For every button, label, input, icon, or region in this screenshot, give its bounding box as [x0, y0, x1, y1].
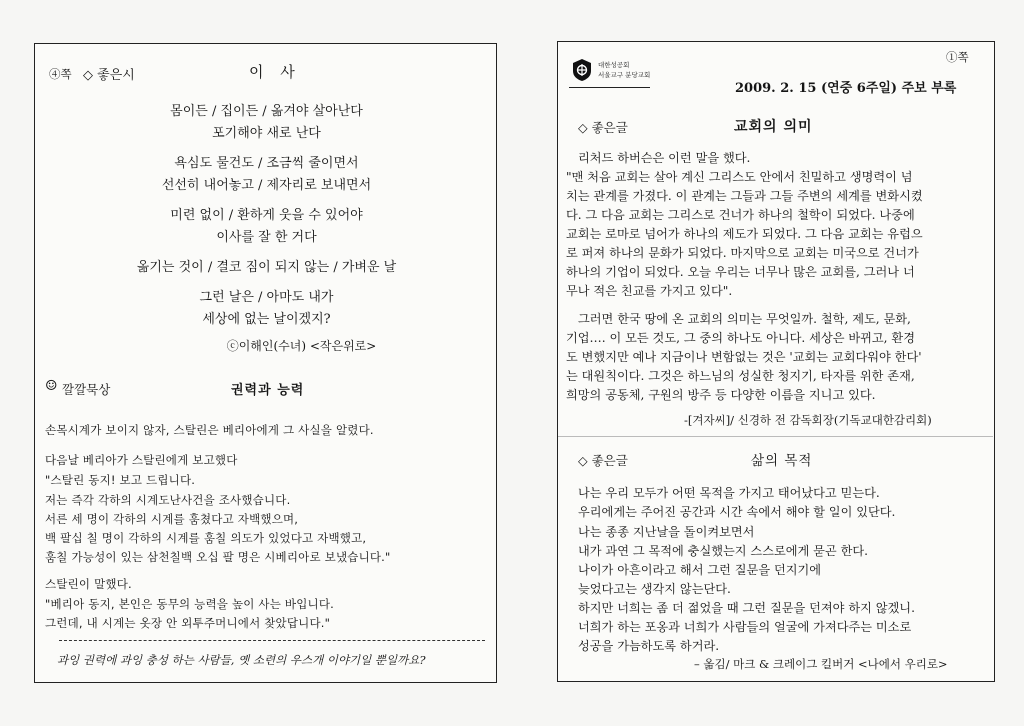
poem-line: 욕심도 물건도 / 조금씩 줄이면서	[174, 156, 359, 171]
poem-line: 이사를 잘 한 거다	[216, 230, 317, 245]
story-line: 저는 즉각 각하의 시계도난사건을 조사했습니다.	[45, 493, 291, 507]
text-line: 도 변했지만 예나 지금이나 변함없는 것은 '교회는 교회다워야 한다'	[566, 350, 922, 364]
text-line: 늦었다고는 생각지 않는단다.	[578, 582, 731, 596]
text-line: 그러면 한국 땅에 온 교회의 의미는 무엇일까. 철학, 제도, 문화,	[578, 312, 911, 326]
smile-icon: ☺	[45, 378, 58, 394]
story-line: 스탈린이 말했다.	[45, 577, 132, 591]
poem-line: 미련 없이 / 환하게 웃을 수 있어야	[170, 208, 363, 223]
credit: – 옮김/ 마크 & 크레이그 킬버거 <나에서 우리로>	[694, 657, 948, 671]
text-line: 너희가 하는 포옹과 너희가 사람들의 얼굴에 가져다주는 미소로	[578, 620, 912, 634]
story-line: 서른 세 명이 각하의 시계를 훔쳤다고 자백했으며,	[45, 512, 299, 526]
credit: -[겨자씨]/ 신경하 전 감독회장(기독교대한감리회)	[684, 413, 932, 427]
story-line: "베리아 동지, 본인은 동무의 능력을 높이 사는 바입니다.	[45, 597, 334, 611]
story-line: 손목시계가 보이지 않자, 스탈린은 베리아에게 그 사실을 알렸다.	[45, 423, 374, 437]
text-line: "맨 처음 교회는 살아 계신 그리스도 안에서 친밀하고 생명력이 넘	[566, 170, 913, 184]
poem-line: 옮기는 것이 / 결코 짐이 되지 않는 / 가벼운 날	[136, 260, 397, 275]
text-line: 하나의 기업이 되었다. 오늘 우리는 너무나 많은 교회를, 그러나 너	[566, 265, 915, 279]
text-line: 는 대원칙이다. 그것은 하느님의 성실한 청지기, 타자를 위한 존재,	[566, 369, 915, 383]
poem-line: 그런 날은 / 아마도 내가	[199, 290, 334, 305]
story-line: 백 팔십 칠 명이 각하의 시계를 훔칠 의도가 있었다고 자백했고,	[45, 531, 367, 545]
story-line: 그런데, 내 시계는 옷장 안 외투주머니에서 찾았답니다."	[45, 616, 331, 630]
divider	[558, 436, 993, 437]
poem-line: 포기해야 새로 난다	[212, 126, 321, 141]
page-number: ①쪽	[946, 50, 969, 64]
text-line: 우리에게는 주어진 공간과 시간 속에서 해야 할 일이 있단다.	[578, 505, 896, 519]
text-line: 나는 우리 모두가 어떤 목적을 가지고 태어났다고 믿는다.	[578, 486, 880, 500]
section-label: ◇ 좋은시	[83, 68, 135, 83]
church-logo-icon	[571, 58, 593, 82]
logo-text: 대한성공회	[598, 61, 630, 69]
text-line: 리처드 하버슨은 이런 말을 했다.	[578, 151, 751, 165]
divider	[59, 640, 485, 641]
right-page	[557, 41, 995, 682]
text-line: 무나 적은 친교를 가지고 있다".	[566, 284, 733, 298]
story-line: 다음날 베리아가 스탈린에게 보고했다	[45, 453, 238, 467]
text-line: 하지만 너희는 좀 더 젊었을 때 그런 질문을 던져야 하지 않겠니.	[578, 601, 915, 615]
story-line: "스탈린 동지! 보고 드립니다.	[45, 473, 196, 487]
poem-line: 세상에 없는 날이겠지?	[202, 312, 331, 327]
poem-credit: ⓒ이해인(수녀) <작은위로>	[226, 339, 377, 353]
poem-line: 선선히 내어놓고 / 제자리로 보내면서	[161, 178, 372, 193]
text-line: 나는 종종 지난날을 돌이켜보면서	[578, 525, 755, 539]
text-line: 교회는 로마로 넘어가 하나의 제도가 되었다. 그 다음 교회는 유럽으	[566, 227, 923, 241]
page-number: ④쪽	[49, 67, 72, 81]
text-line: 희망의 공동체, 구원의 방주 등 다양한 이름을 지니고 있다.	[566, 388, 876, 402]
article-title: 교회의 의미	[734, 119, 813, 135]
poem-line: 몸이든 / 집이든 / 옮겨야 살아난다	[170, 104, 363, 119]
footer-note: 과잉 권력에 과잉 충성 하는 사람들, 옛 소련의 우스개 이야기일 뿐일까요?	[57, 653, 426, 667]
logo-text: 서울교구 분당교회	[598, 71, 651, 79]
text-line: 성공을 가늠하도록 하거라.	[578, 639, 720, 653]
text-line: 내가 과연 그 목적에 충실했는지 스스로에게 묻곤 한다.	[578, 544, 869, 558]
story-line: 훔칠 가능성이 있는 삼천칠백 오십 팔 명은 시베리아로 보냈습니다."	[45, 550, 391, 564]
divider	[569, 87, 650, 88]
text-line: 치는 관계를 가졌다. 이 관계는 그들과 그들 주변의 세계를 변화시켰	[566, 189, 923, 203]
left-page	[34, 43, 497, 683]
section-label: 깔깔묵상	[62, 382, 111, 397]
section-label: ◇ 좋은글	[578, 453, 628, 468]
article-title: 권력과 능력	[231, 383, 305, 398]
section-label: ◇ 좋은글	[578, 120, 628, 135]
text-line: 기업…. 이 모든 것도, 그 중의 하나도 아니다. 세상은 바뀌고, 환경	[566, 331, 915, 345]
article-title: 삶의 목적	[751, 453, 813, 469]
bulletin-date: 2009. 2. 15 (연중 6주일) 주보 부록	[735, 81, 957, 96]
text-line: 다. 그 다음 교회는 그리스로 건너가 하나의 철학이 되었다. 나중에	[566, 208, 915, 222]
text-line: 나이가 아흔이라고 해서 그런 질문을 던지기에	[578, 563, 822, 577]
text-line: 로 퍼져 하나의 문화가 되었다. 마지막으로 교회는 미국으로 건너가	[566, 246, 919, 260]
poem-title: 이 사	[249, 63, 301, 81]
